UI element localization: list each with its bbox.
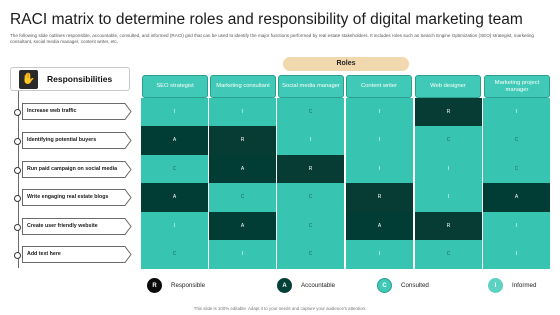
responsibility-label: Add text here [27, 251, 61, 257]
responsibility-item [14, 161, 130, 178]
role-header: Marketing consultant [210, 75, 276, 98]
responsibilities-title: Responsibilities [47, 74, 113, 84]
raci-cell: C [277, 212, 344, 241]
raci-cell: I [483, 212, 550, 241]
responsibility-label: Identifying potential buyers [27, 137, 97, 143]
raci-cell: R [415, 98, 482, 127]
responsibility-label: Write engaging real estate blogs [27, 194, 109, 200]
raci-cell: C [415, 240, 482, 269]
raci-cell: I [277, 126, 344, 155]
raci-cell: A [141, 183, 208, 212]
legend-label: Responsible [171, 282, 206, 289]
raci-cell: R [277, 155, 344, 184]
responsibility-label: Run paid campaign on social media [27, 166, 118, 172]
raci-cell: R [209, 126, 276, 155]
raci-cell: A [209, 155, 276, 184]
raci-cell: I [346, 240, 413, 269]
raci-cell: I [346, 126, 413, 155]
handshake-icon: ✋ [19, 70, 38, 89]
raci-cell: I [209, 240, 276, 269]
responsibilities-header [10, 67, 130, 91]
raci-cell: C [277, 240, 344, 269]
raci-cell: I [415, 183, 482, 212]
raci-cell: C [277, 98, 344, 127]
role-header: SEO strategist [142, 75, 208, 98]
bullet-dot [14, 252, 21, 259]
page-description: The following slide outlines responsible, accountable, consulted, and informed (RACI) grid that can be used to identify the major functions performed by real estate stakeholders. It includes roles such as Search Engine Optimization (SEO) strategist, marketing consultant, social media manager, content writer, etc. [10, 33, 534, 45]
raci-cell: A [346, 212, 413, 241]
roles-pill: Roles [283, 57, 409, 71]
raci-cell: R [346, 183, 413, 212]
raci-cell: C [483, 155, 550, 184]
legend-badge: R [147, 278, 162, 293]
responsibility-item [14, 103, 130, 120]
role-header: Content writer [346, 75, 412, 98]
raci-cell: R [415, 212, 482, 241]
responsibility-label: Increase web traffic [27, 108, 77, 114]
legend-label: Informed [512, 282, 537, 289]
raci-cell: I [346, 98, 413, 127]
legend-badge: I [488, 278, 503, 293]
raci-cell: I [483, 240, 550, 269]
role-header: Social media manager [278, 75, 344, 98]
raci-cell: A [209, 212, 276, 241]
legend-badge: C [377, 278, 392, 293]
responsibility-item [14, 246, 130, 263]
bullet-dot [14, 138, 21, 145]
raci-cell: C [483, 126, 550, 155]
bullet-dot [14, 167, 21, 174]
legend-label: Accountable [301, 282, 336, 289]
raci-cell: C [141, 155, 208, 184]
raci-cell: A [141, 126, 208, 155]
raci-cell: I [346, 155, 413, 184]
raci-cell: A [483, 183, 550, 212]
legend-badge: A [277, 278, 292, 293]
bullet-dot [14, 224, 21, 231]
bullet-dot [14, 109, 21, 116]
responsibility-item [14, 189, 130, 206]
raci-cell: I [141, 98, 208, 127]
footer-note: This slide is 100% editable. Adapt it to your needs and capture your audience's attention. [193, 306, 367, 311]
raci-cell: C [277, 183, 344, 212]
role-header: Marketing project manager [484, 75, 550, 98]
raci-cell: I [141, 212, 208, 241]
bullet-dot [14, 195, 21, 202]
legend-label: Consulted [401, 282, 429, 289]
role-header: Web designer [415, 75, 481, 98]
responsibility-item [14, 218, 130, 235]
responsibility-item [14, 132, 130, 149]
raci-cell: C [141, 240, 208, 269]
raci-cell: I [209, 98, 276, 127]
raci-cell: I [415, 155, 482, 184]
responsibility-label: Create user friendly website [27, 223, 98, 229]
page-title: RACI matrix to determine roles and responsibility of digital marketing team [10, 11, 523, 28]
raci-cell: I [483, 98, 550, 127]
raci-cell: C [415, 126, 482, 155]
raci-cell: C [209, 183, 276, 212]
